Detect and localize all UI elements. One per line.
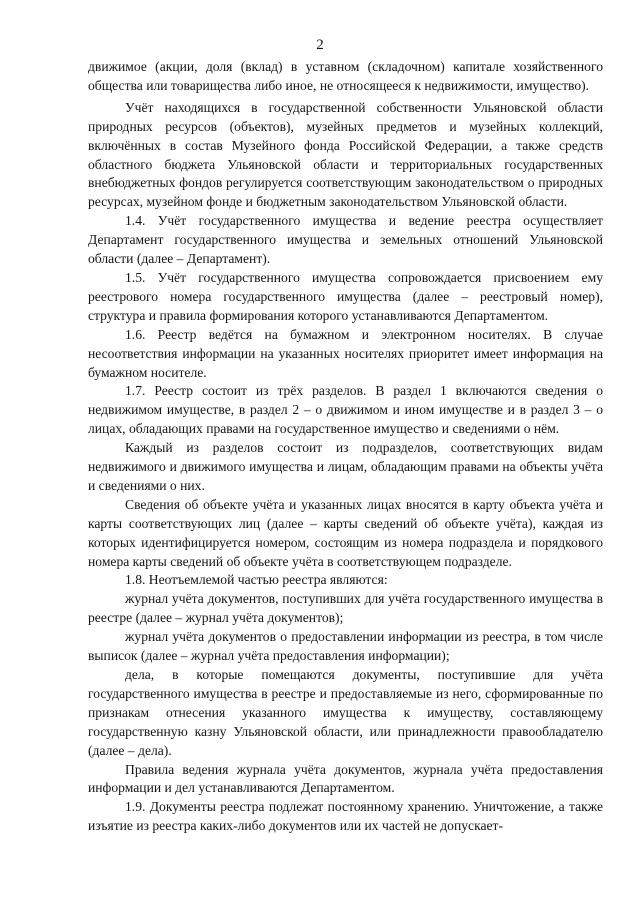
paragraph-1-4: 1.4. Учёт государственного имущества и ведение реестра осуществляет Департамент государственного имущества и земельных отношений Ульяновской области (далее – Департамент).: [88, 213, 603, 267]
paragraph-1-6: 1.6. Реестр ведётся на бумажном и электронном носителях. В случае несоответствия информации на указанных носителях приоритет имеет информация на бумажном носителе.: [88, 326, 603, 380]
paragraph-1-9: 1.9. Документы реестра подлежат постоянному хранению. Уничтожение, а также изъятие из реестра каких-либо документов или их частей не допускает-: [88, 799, 603, 834]
paragraph-journal-information: журнал учёта документов о предоставлении информации из реестра, в том числе выписок (далее – журнал учёта предоставления информации);: [88, 629, 603, 664]
paragraph-accounting-natural-resources: Учёт находящихся в государственной собственности Ульяновской области природных ресурсов (объектов), музейных предметов и музейных коллекций, включённых в состав Музейного фонда Российской Федерации, а также средств областного бюджета Ульяновской области и территориальных государственных внебюджетных фондов регулируется соответствующим законодательством о природных ресурсах, музейном фонде и бюджетным законодательством Ульяновской области.: [88, 99, 603, 210]
paragraph-1-8: 1.8. Неотъемлемой частью реестра являются:: [125, 572, 388, 588]
paragraph-continuation: движимое (акции, доля (вклад) в уставном (складочном) капитале хозяйственного общества или товарищества либо иное, не относящееся к недвижимости, имущество).: [88, 59, 603, 93]
paragraph-journal-documents: журнал учёта документов, поступивших для учёта государственного имущества в реестре (далее – журнал учёта документов);: [88, 591, 603, 626]
paragraph-cases: дела, в которые помещаются документы, поступившие для учёта государственного имущества в реестре и предоставляемые из него, сформированные по признакам отнесения указанного имущества к имуществу, составляющему государственную казну Ульяновской области, или принадлежности правообладателю (далее – дела).: [88, 667, 603, 758]
paragraph-record-cards: Сведения об объекте учёта и указанных лицах вносятся в карту объекта учёта и карты соответствующих лиц (далее – карты сведений об объекте учёта), каждая из которых идентифицируется номером, состоящим из номера подраздела и порядкового номера карты сведений об объекте учёта в соответствующем подразделе.: [88, 496, 603, 569]
page-number: 2: [316, 37, 324, 53]
paragraph-rules: Правила ведения журнала учёта документов, журнала учёта предоставления информации и дел устанавливаются Департаментом.: [88, 761, 603, 796]
document-body: [88, 58, 603, 836]
paragraph-1-7: 1.7. Реестр состоит из трёх разделов. В раздел 1 включаются сведения о недвижимом имуществе, в раздел 2 – о движимом и ином имуществе и в раздел 3 – о лицах, обладающих правами на государственное имущество и сведениями о нём.: [88, 383, 603, 437]
paragraph-sections-subsections: Каждый из разделов состоит из подразделов, соответствующих видам недвижимого и движимого имущества и лицам, обладающим правами на объекты учёта и сведениями о них.: [88, 440, 603, 493]
paragraph-1-5: 1.5. Учёт государственного имущества сопровождается присвоением ему реестрового номера государственного имущества (далее – реестровый номер), структура и правила формирования которого устанавливаются Департаментом.: [88, 269, 603, 323]
